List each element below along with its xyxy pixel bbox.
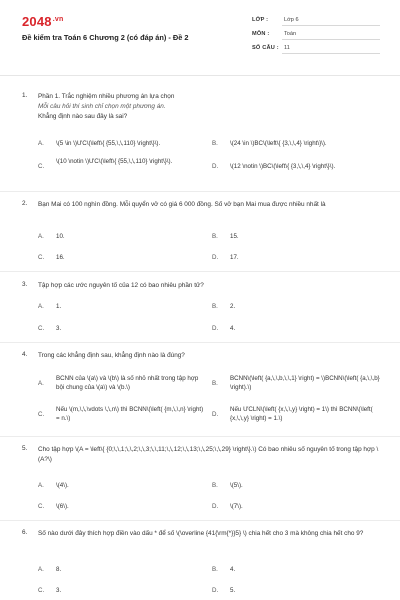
logo-suffix: .vn bbox=[52, 15, 64, 23]
meta-subject-line bbox=[282, 39, 380, 40]
option-text: 3. bbox=[56, 325, 62, 332]
option-letter: A. bbox=[38, 303, 44, 310]
header-divider bbox=[0, 75, 400, 76]
question-separator bbox=[0, 342, 400, 343]
question-separator bbox=[0, 436, 400, 437]
section-instruction: Mỗi câu hỏi thí sinh chỉ chọn một phương án. bbox=[38, 103, 166, 110]
option-letter: D. bbox=[212, 587, 219, 594]
meta-count-value: 11 bbox=[284, 45, 290, 51]
option-text: \(4\). bbox=[56, 482, 69, 489]
page-title: Đề kiểm tra Toán 6 Chương 2 (có đáp án) - Đề 2 bbox=[22, 33, 189, 42]
meta-class-line bbox=[282, 25, 380, 26]
option-letter: C. bbox=[38, 503, 45, 510]
option-letter: C. bbox=[38, 411, 45, 418]
option-text: \(6\). bbox=[56, 503, 69, 510]
option-letter: C. bbox=[38, 254, 45, 261]
option-text: 4. bbox=[230, 566, 236, 573]
option-letter: B. bbox=[212, 482, 218, 489]
question-text bbox=[38, 92, 383, 122]
question-prompt: Bạn Mai có 100 nghìn đồng. Mỗi quyển vở có giá 6 000 đồng. Số vở bạn Mai mua được nhiều nhất là bbox=[38, 201, 326, 208]
option-text: Nếu \(m,\,\,\vdots \,\,n\) thì BCNN\(\left( {m,\,\,n} \right) = n.\) bbox=[56, 406, 204, 422]
option-text: 5. bbox=[230, 587, 236, 594]
option-letter: D. bbox=[212, 254, 219, 261]
option-text: 16. bbox=[56, 254, 65, 261]
page-header bbox=[0, 0, 400, 64]
meta-count-line bbox=[282, 53, 380, 54]
option-letter: C. bbox=[38, 163, 45, 170]
option-text: \(5 \in \)ƯC\(\left\{ {55,\,\,110} \right\}\). bbox=[56, 140, 161, 147]
option-letter: B. bbox=[212, 566, 218, 573]
option-text: \(5\). bbox=[230, 482, 243, 489]
question-prompt: Tập hợp các ước nguyên tố của 12 có bao nhiêu phần tử? bbox=[38, 282, 204, 289]
option-text: Nếu ƯCLN\(\left( {x,\,\,y} \right) = 1\) thì BCNN\(\left( {x,\,\,y} \right) = 1.\) bbox=[230, 406, 373, 422]
option-letter: B. bbox=[212, 140, 218, 147]
option-text: \(10 \notin \)ƯC\(\left\{ {55,\,\,110} \right\}\). bbox=[56, 158, 173, 165]
question-separator bbox=[0, 191, 400, 192]
option-letter: B. bbox=[212, 303, 218, 310]
question-number: 3. bbox=[22, 281, 28, 288]
option-letter: C. bbox=[38, 587, 45, 594]
option-letter: A. bbox=[38, 482, 44, 489]
option-text: \(24 \in \)BC\(\left\{ {3,\,\,4} \right\}\). bbox=[230, 140, 327, 147]
question-number: 2. bbox=[22, 200, 28, 207]
question-separator bbox=[0, 520, 400, 521]
option-letter: D. bbox=[212, 325, 219, 332]
question-number: 4. bbox=[22, 351, 28, 358]
option-text: 4. bbox=[230, 325, 236, 332]
option-letter: B. bbox=[212, 233, 218, 240]
option-text: 1. bbox=[56, 303, 62, 310]
option-letter: D. bbox=[212, 163, 219, 170]
option-text: 17. bbox=[230, 254, 239, 261]
option-letter: A. bbox=[38, 566, 44, 573]
question-number: 1. bbox=[22, 92, 28, 99]
logo-text: 2048 bbox=[22, 14, 52, 29]
meta-class-label: LỚP : bbox=[252, 17, 269, 23]
option-letter: A. bbox=[38, 233, 44, 240]
question-prompt: Trong các khẳng định sau, khẳng định nào là đúng? bbox=[38, 352, 185, 359]
meta-subject-value: Toán bbox=[284, 31, 297, 37]
question-prompt: Cho tập hợp \(A = \left\{ {0;\,\,1;\,\,2;\,\,3;\,\,11;\,\,12;\,\,13;\,\,25;\,\,29} \right\}.\) Có bao nhiêu số nguyên tố trong tập hợp \(A?\) bbox=[38, 446, 379, 463]
option-letter: D. bbox=[212, 503, 219, 510]
option-letter: B. bbox=[212, 380, 218, 387]
question-prompt: Số nào dưới đây thích hợp điền vào dấu * để số \(\overline {41{\rm{*}}5} \) chia hết cho 3 mà không chia hết cho 9? bbox=[38, 530, 364, 537]
option-text: 3. bbox=[56, 587, 62, 594]
option-letter: A. bbox=[38, 380, 44, 387]
option-text: 2. bbox=[230, 303, 236, 310]
option-letter: A. bbox=[38, 140, 44, 147]
option-text: \(7\). bbox=[230, 503, 243, 510]
meta-subject-label: MÔN : bbox=[252, 31, 270, 37]
question-number: 5. bbox=[22, 445, 28, 452]
site-logo[interactable] bbox=[22, 14, 63, 29]
option-letter: D. bbox=[212, 411, 219, 418]
option-letter: C. bbox=[38, 325, 45, 332]
meta-count-label: SỐ CÂU : bbox=[252, 45, 279, 51]
question-separator bbox=[0, 271, 400, 272]
section-heading: Phần 1. Trắc nghiệm nhiều phương án lựa chọn bbox=[38, 93, 175, 100]
option-text: 10. bbox=[56, 233, 65, 240]
question-prompt: Khẳng định nào sau đây là sai? bbox=[38, 113, 128, 120]
question-number: 6. bbox=[22, 529, 28, 536]
meta-class-value: Lớp 6 bbox=[284, 17, 299, 23]
option-text: BCNN của \(a\) và \(b\) là số nhỏ nhất trong tập hợp bội chung của \(a\) và \(b.\) bbox=[56, 375, 199, 391]
option-text: BCNN\(\left( {a,\,\,b,\,\,1} \right) = \)BCNN\(\left( {a,\,\,b} \right).\) bbox=[230, 375, 380, 391]
option-text: 15. bbox=[230, 233, 239, 240]
option-text: 8. bbox=[56, 566, 62, 573]
option-text: \(12 \notin \)BC\(\left\{ {3,\,\,4} \right\}\). bbox=[230, 163, 336, 170]
